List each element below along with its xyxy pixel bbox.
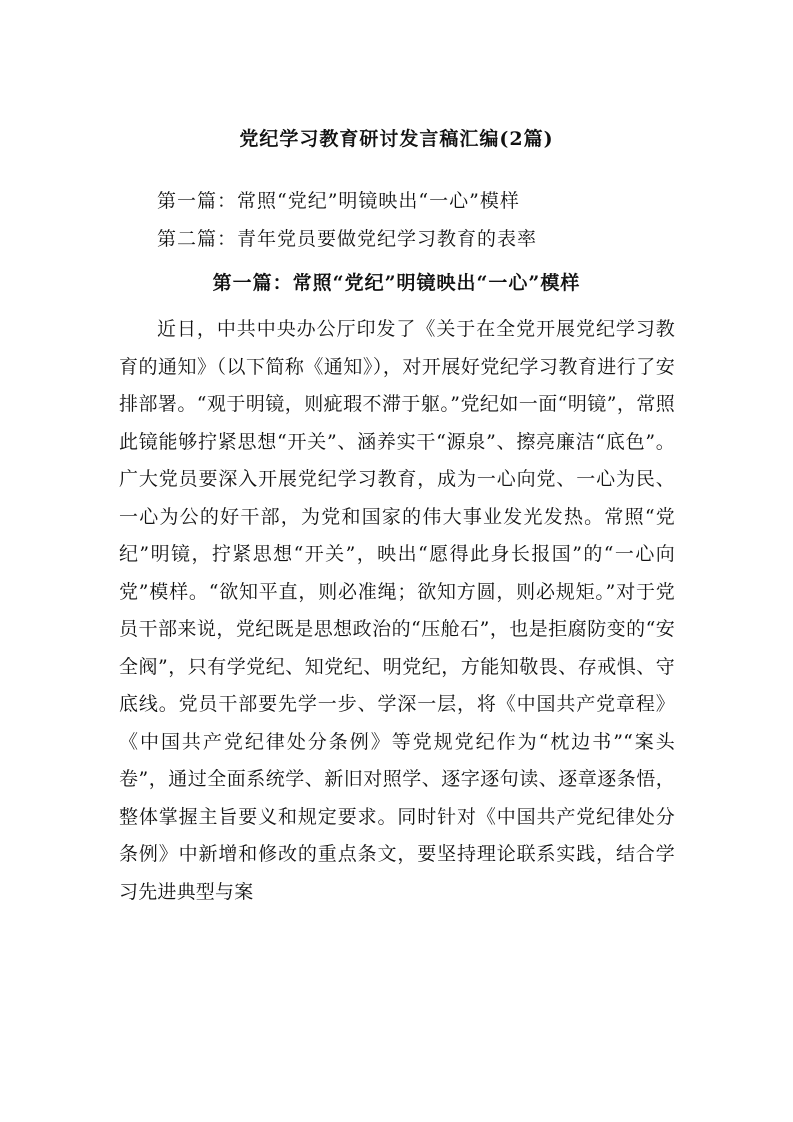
table-of-contents	[157, 186, 717, 262]
body-paragraph: 近日，中共中央办公厅印发了《关于在全党开展党纪学习教育的通知》（以下简称《通知》），对开展好党纪学习教育进行了安排部署。“观于明镜，则疵瑕不滞于躯。”党纪如一面“明镜”，常照此镜能够拧紧思想“开关”、涵养实干“源泉”、擦亮廉洁“底色”。广大党员要深入开展党纪学习教育，成为一心向党、一心为民、一心为公的好干部，为党和国家的伟大事业发光发热。常照“党纪”明镜，拧紧思想“开关”，映出“愿得此身长报国”的“一心向党”模样。“欲知平直，则必准绳；欲知方圆，则必规矩。”对于党员干部来说，党纪既是思想政治的“压舱石”，也是拒腐防变的“安全阀”，只有学党纪、知党纪、明党纪，方能知敬畏、存戒惧、守底线。党员干部要先学一步、学深一层，将《中国共产党章程》《中国共产党纪律处分条例》等党规党纪作为“枕边书”“案头卷”，通过全面系统学、新旧对照学、逐字逐句读、逐章逐条悟，整体掌握主旨要义和规定要求。同时针对《中国共产党纪律处分条例》中新增和修改的重点条文，要坚持理论联系实践，结合学习先进典型与案	[119, 318, 675, 903]
toc-item-1: 第一篇：常照“党纪”明镜映出“一心”模样	[157, 190, 520, 212]
section-heading: 第一篇：常照“党纪”明镜映出“一心”模样	[212, 272, 581, 294]
document-title: 党纪学习教育研讨发言稿汇编(2篇)	[239, 128, 554, 150]
toc-item-2: 第二篇：青年党员要做党纪学习教育的表率	[157, 228, 538, 250]
